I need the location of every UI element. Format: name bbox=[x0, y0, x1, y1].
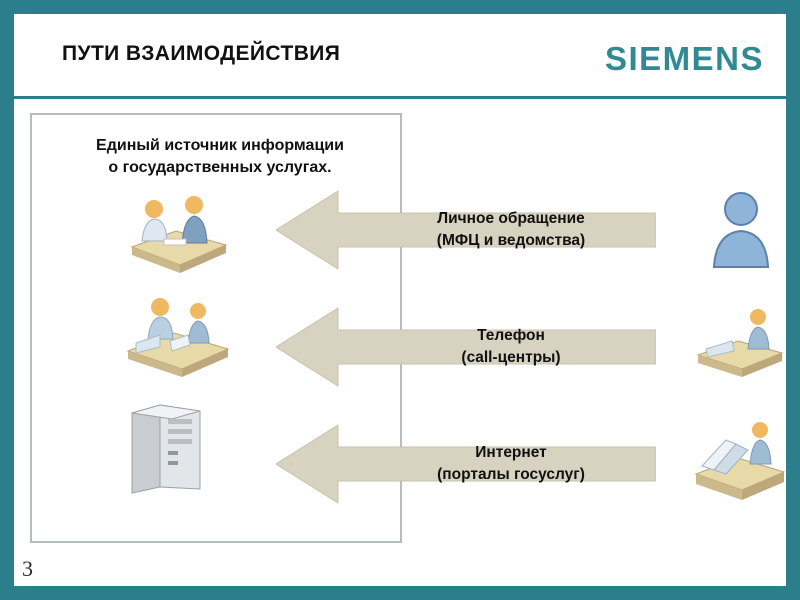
slide-border-top bbox=[0, 0, 800, 14]
channel-arrow-1 bbox=[276, 187, 656, 273]
slide-border-left bbox=[0, 0, 14, 600]
person-at-desk-icon bbox=[692, 299, 786, 379]
single-source-line1: Единый источник информации bbox=[96, 137, 344, 154]
channel-3-line1: Интернет bbox=[475, 444, 547, 461]
channel-arrow-2 bbox=[276, 304, 656, 390]
page-number: 3 bbox=[22, 556, 33, 581]
siemens-logo: SIEMENS bbox=[604, 40, 764, 77]
page-title: ПУТИ ВЗАИМОДЕЙСТВИЯ bbox=[62, 42, 341, 65]
channel-2-line1: Телефон bbox=[477, 327, 545, 344]
channel-label-3 bbox=[386, 421, 636, 507]
channel-arrow-3 bbox=[276, 421, 656, 507]
server-rack-icon bbox=[114, 389, 234, 499]
channel-1-line2: (МФЦ и ведомства) bbox=[436, 232, 586, 249]
single-source-line2: о государственных услугах. bbox=[108, 159, 332, 176]
channel-label-1 bbox=[386, 187, 636, 273]
person-avatar-icon bbox=[708, 187, 774, 271]
slide-body bbox=[14, 99, 786, 586]
call-center-desk-icon bbox=[114, 285, 234, 377]
office-desk-meeting-icon bbox=[114, 185, 234, 275]
person-with-laptop-icon bbox=[692, 414, 786, 502]
channel-3-line2: (порталы госуслуг) bbox=[437, 466, 585, 483]
channel-1-line1: Личное обращение bbox=[437, 210, 585, 227]
slide-border-bottom bbox=[0, 586, 800, 600]
slide-border-right bbox=[786, 0, 800, 600]
slide-header bbox=[14, 14, 786, 99]
channel-label-2 bbox=[386, 304, 636, 390]
single-source-label bbox=[50, 135, 390, 179]
channel-2-line2: (call-центры) bbox=[461, 349, 561, 366]
